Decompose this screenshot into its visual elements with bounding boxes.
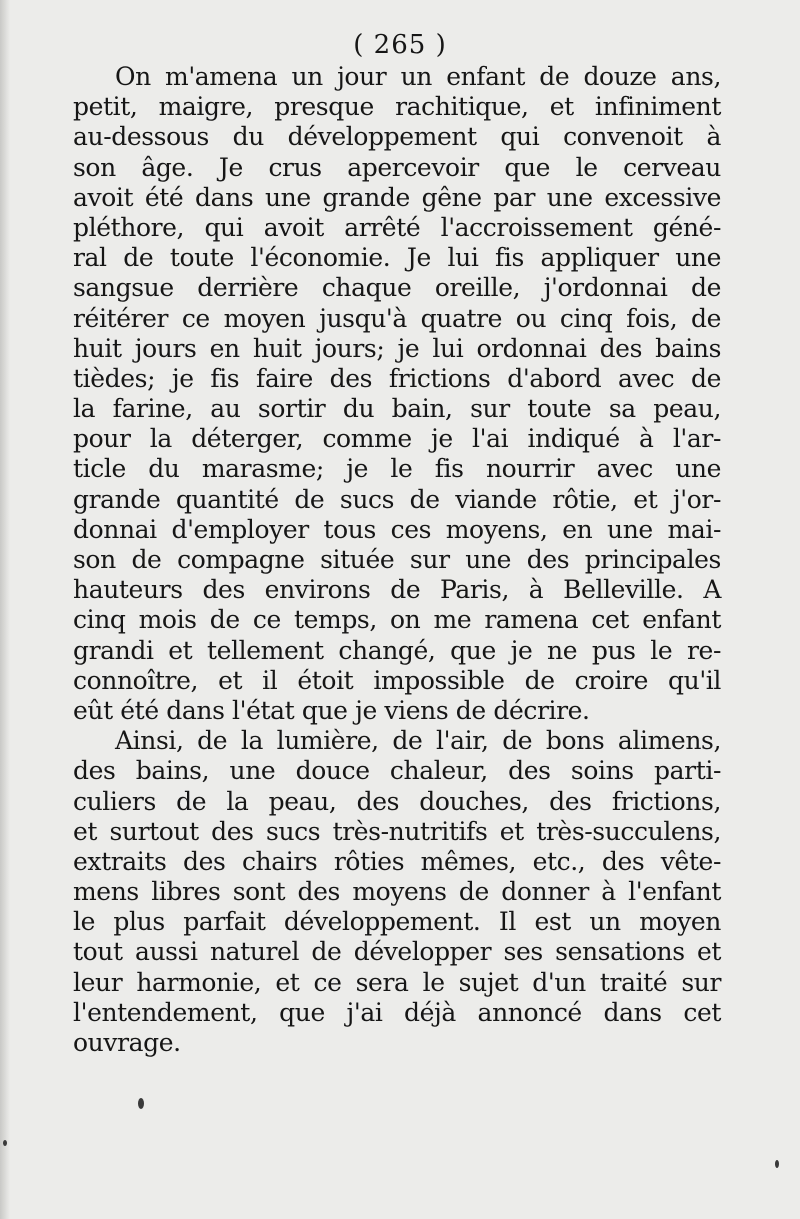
text-line: tièdes; je fis faire des frictions d'abord avec de bbox=[73, 363, 721, 393]
body-text bbox=[73, 62, 721, 1058]
text-line: grande quantité de sucs de viande rôtie, et j'or- bbox=[73, 484, 721, 514]
text-line: eût été dans l'état que je viens de décrire. bbox=[73, 695, 590, 725]
text-line: le plus parfait développement. Il est un moyen bbox=[73, 907, 721, 937]
text-line: ticle du marasme; je le fis nourrir avec une bbox=[73, 454, 721, 484]
text-line: petit, maigre, presque rachitique, et infiniment bbox=[73, 92, 721, 122]
ink-speck bbox=[3, 1140, 7, 1146]
text-line: hauteurs des environs de Paris, à Belleville. A bbox=[73, 575, 721, 605]
text-line: grandi et tellement changé, que je ne pus le re- bbox=[73, 635, 721, 665]
page-number: ( 265 ) bbox=[353, 30, 447, 60]
text-line: l'entendement, que j'ai déjà annoncé dans cet bbox=[73, 997, 721, 1027]
text-line: huit jours en huit jours; je lui ordonnai des bains bbox=[73, 333, 721, 363]
text-line: pléthore, qui avoit arrêté l'accroissement géné- bbox=[73, 212, 721, 242]
text-line: au-dessous du développement qui convenoit à bbox=[73, 122, 721, 152]
text-line: des bains, une douce chaleur, des soins parti- bbox=[73, 756, 721, 786]
text-line: Ainsi, de la lumière, de l'air, de bons alimens, bbox=[115, 726, 721, 756]
text-line: On m'amena un jour un enfant de douze ans, bbox=[115, 62, 721, 91]
text-line: sangsue derrière chaque oreille, j'ordonnai de bbox=[73, 273, 721, 303]
text-line: mens libres sont des moyens de donner à l'enfant bbox=[73, 877, 721, 907]
text-line: leur harmonie, et ce sera le sujet d'un traité sur bbox=[73, 967, 721, 997]
text-line: cinq mois de ce temps, on me ramena cet enfant bbox=[73, 605, 721, 635]
ink-speck bbox=[138, 1098, 144, 1109]
text-line: réitérer ce moyen jusqu'à quatre ou cinq fois, de bbox=[73, 303, 721, 333]
text-line: avoit été dans une grande gêne par une excessive bbox=[73, 182, 721, 212]
text-line: son âge. Je crus apercevoir que le cerveau bbox=[73, 152, 721, 182]
text-line: ral de toute l'économie. Je lui fis appliquer une bbox=[73, 243, 721, 273]
binding-shadow bbox=[0, 0, 10, 1219]
text-line: ouvrage. bbox=[73, 1028, 181, 1057]
text-line: extraits des chairs rôties mêmes, etc., des vête- bbox=[73, 846, 721, 876]
text-line: donnai d'employer tous ces moyens, en une mai- bbox=[73, 514, 721, 544]
text-line: connoître, et il étoit impossible de croire qu'il bbox=[73, 665, 721, 695]
ink-speck bbox=[775, 1160, 779, 1168]
text-line: tout aussi naturel de développer ses sensations et bbox=[73, 937, 721, 967]
text-line: la farine, au sortir du bain, sur toute sa peau, bbox=[73, 394, 721, 424]
text-line: culiers de la peau, des douches, des frictions, bbox=[73, 786, 721, 816]
text-line: et surtout des sucs très-nutritifs et très-succulens, bbox=[73, 816, 721, 846]
text-line: pour la déterger, comme je l'ai indiqué à l'ar- bbox=[73, 424, 721, 454]
text-line: son de compagne située sur une des principales bbox=[73, 545, 721, 574]
